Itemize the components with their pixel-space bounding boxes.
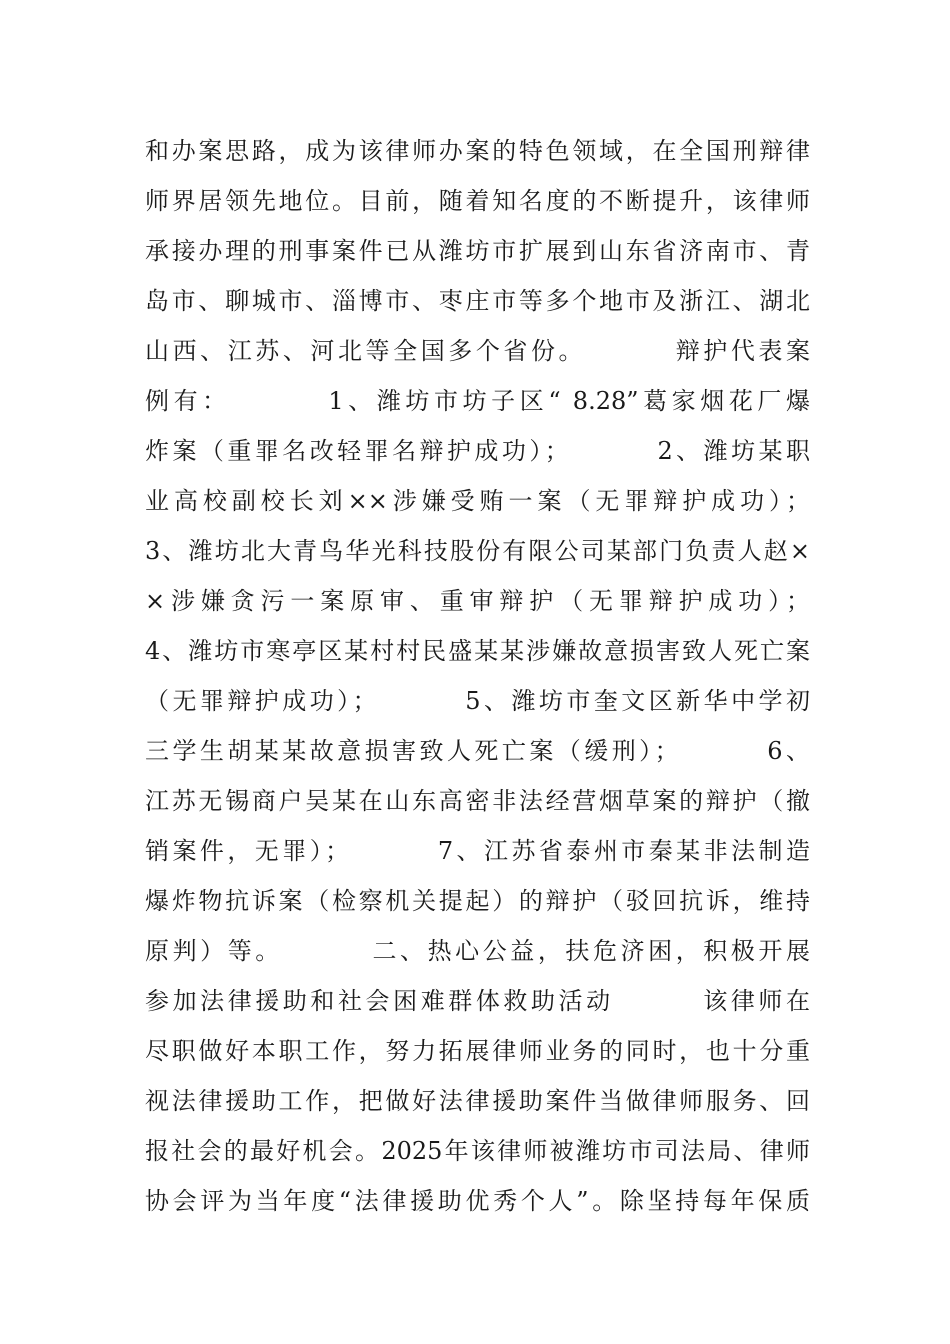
text-line: 尽职做好本职工作，努力拓展律师业务的同时，也十分重 <box>145 1037 810 1065</box>
text-line: 承接办理的刑事案件已从潍坊市扩展到山东省济南市、青 <box>145 237 810 265</box>
text-line: 师界居领先地位。目前，随着知名度的不断提升，该律师 <box>145 187 810 215</box>
text-line: 三学生胡某某故意损害致人死亡案（缓刑）； 6、 <box>145 737 810 765</box>
text-line: 例有： 1、潍坊市坊子区“ 8.28”葛家烟花厂爆 <box>145 387 810 415</box>
text-line: 爆炸物抗诉案（检察机关提起）的辩护（驳回抗诉，维持 <box>145 887 810 915</box>
text-line: 山西、江苏、河北等全国多个省份。 辩护代表案 <box>145 337 810 365</box>
text-line: 江苏无锡商户吴某在山东高密非法经营烟草案的辩护（撤 <box>145 787 810 815</box>
text-line: 岛市、聊城市、淄博市、枣庄市等多个地市及浙江、湖北 <box>145 287 810 315</box>
text-line: 4、潍坊市寒亭区某村村民盛某某涉嫌故意损害致人死亡案 <box>145 637 810 665</box>
text-line: 销案件，无罪）； 7、江苏省泰州市秦某非法制造 <box>145 837 810 865</box>
text-line: ×涉嫌贪污一案原审、重审辩护（无罪辩护成功）； <box>145 587 810 615</box>
text-line: 报社会的最好机会。2025年该律师被潍坊市司法局、律师 <box>145 1137 810 1165</box>
text-line: 和办案思路，成为该律师办案的特色领域，在全国刑辩律 <box>145 137 810 165</box>
text-line: 炸案（重罪名改轻罪名辩护成功）； 2、潍坊某职 <box>145 437 810 465</box>
text-line: 参加法律援助和社会困难群体救助活动 该律师在 <box>145 987 810 1015</box>
body-text <box>145 126 810 1226</box>
text-line: 业高校副校长刘××涉嫌受贿一案（无罪辩护成功）； <box>145 487 810 515</box>
text-line: 协会评为当年度“法律援助优秀个人”。除坚持每年保质 <box>145 1187 810 1215</box>
text-line: 原判）等。 二、热心公益，扶危济困，积极开展 <box>145 937 810 965</box>
text-line: 3、潍坊北大青鸟华光科技股份有限公司某部门负责人赵× <box>145 537 810 565</box>
text-line: （无罪辩护成功）； 5、潍坊市奎文区新华中学初 <box>145 687 810 715</box>
text-line: 视法律援助工作，把做好法律援助案件当做律师服务、回 <box>145 1087 810 1115</box>
